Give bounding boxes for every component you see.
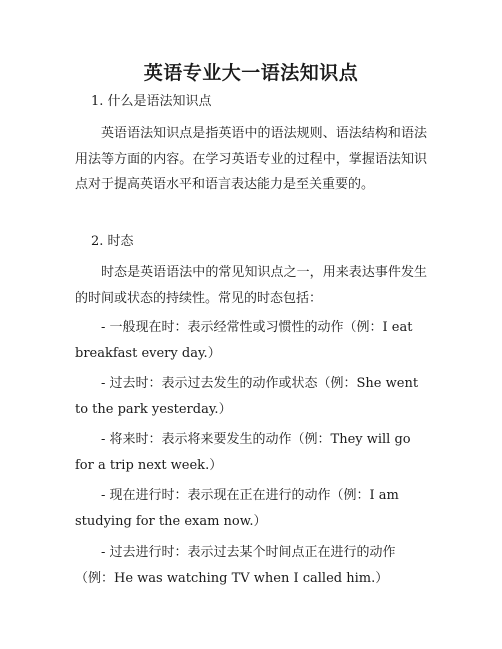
tense-item-past: - 过去时：表示过去发生的动作或状态（例：She went to the park yesterday.） (75, 376, 419, 417)
section-heading-1: 1. 什么是语法知识点 (91, 94, 212, 109)
section-heading-2: 2. 时态 (91, 234, 134, 249)
tense-item-simple-present: - 一般现在时：表示经常性或习惯性的动作（例：I eat breakfast every day.） (75, 320, 413, 361)
tense-item-future: - 将来时：表示将来要发生的动作（例：They will go for a trip next week.） (75, 432, 411, 473)
document-title: 英语专业大一语法知识点 (143, 62, 359, 84)
section-1-paragraph: 英语语法知识点是指英语中的语法规则、语法结构和语法用法等方面的内容。在学习英语专业的过程中，掌握语法知识点对于提高英语水平和语言表达能力是至关重要的。 (75, 126, 427, 192)
tense-item-past-progressive: - 过去进行时：表示过去某个时间点正在进行的动作（例：He was watching TV when I called him.） (75, 545, 396, 586)
section-2-paragraph: 时态是英语语法中的常见知识点之一，用来表达事件发生的时间或状态的持续性。常见的时态包括： (75, 265, 427, 306)
tense-item-present-progressive: - 现在进行时：表示现在正在进行的动作（例：I am studying for the exam now.） (75, 488, 399, 529)
